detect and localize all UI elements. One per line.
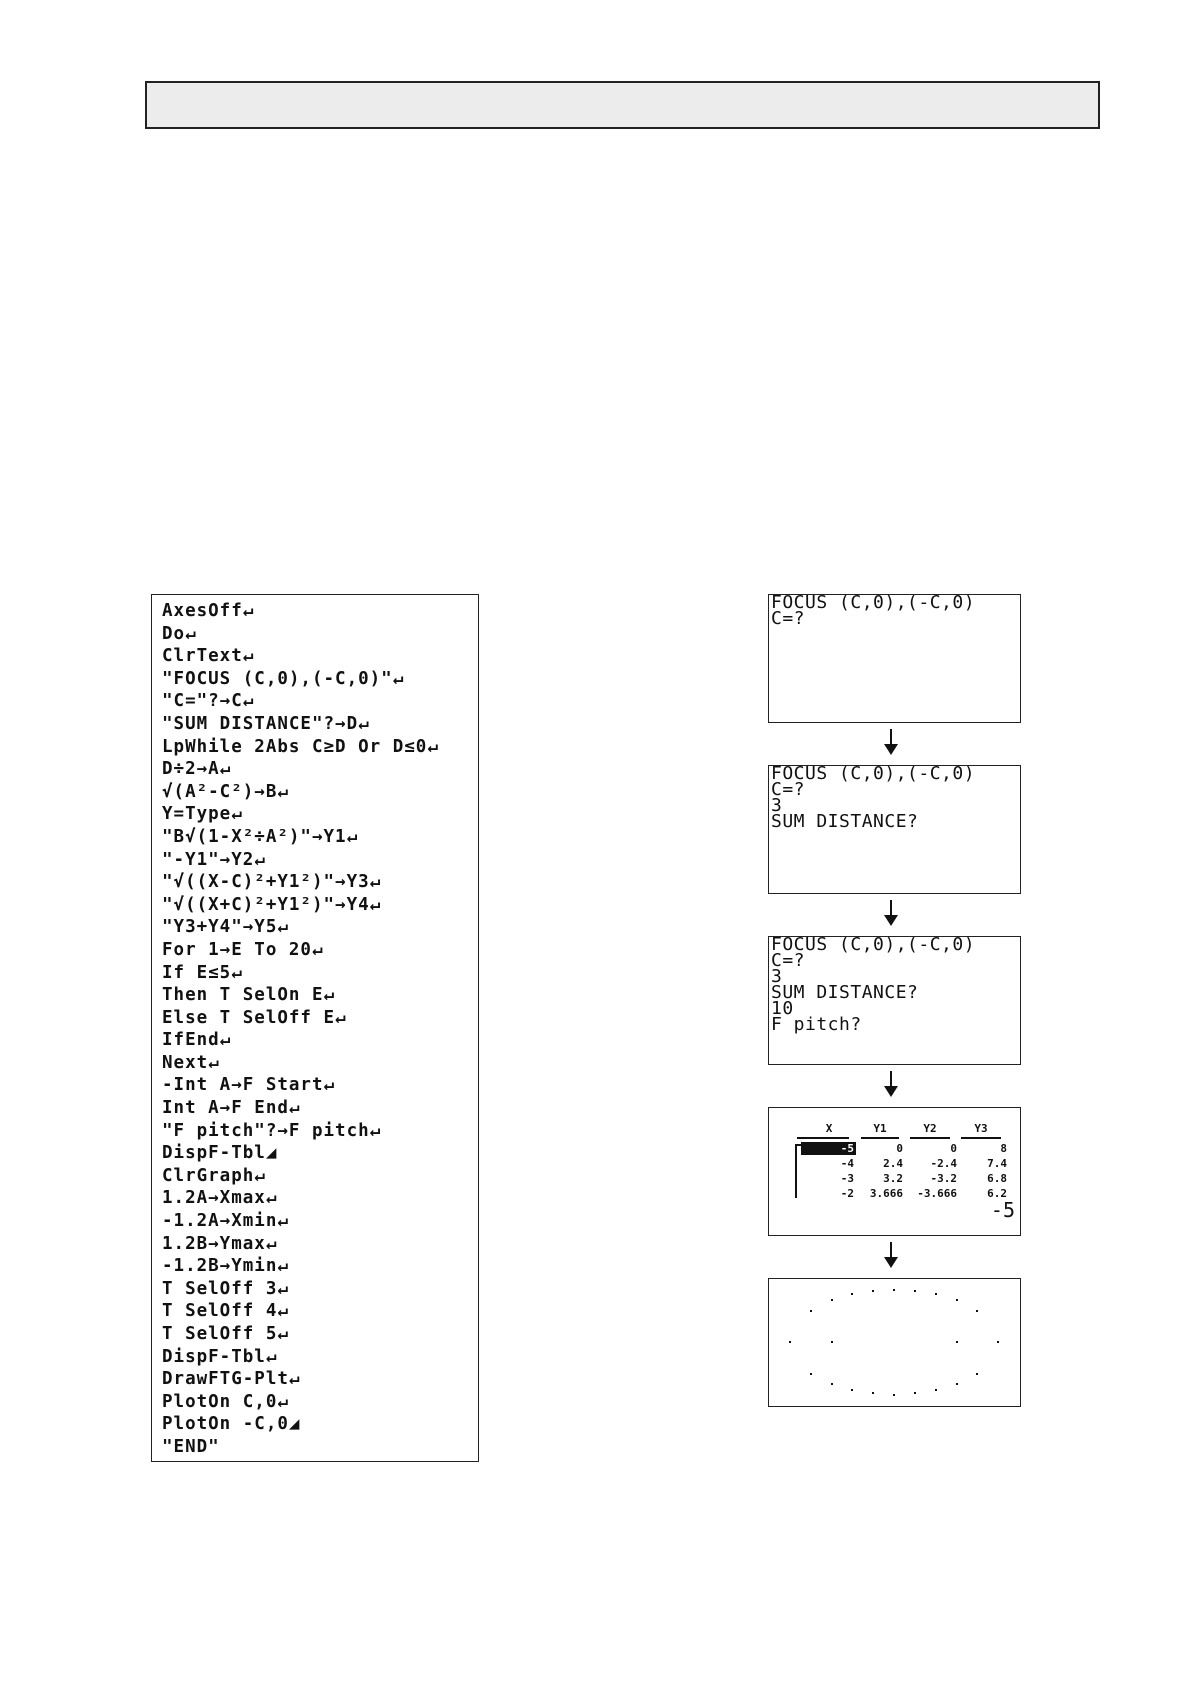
table-cell: 3.666 <box>869 1187 903 1200</box>
program-line: Y=Type↵ <box>162 804 243 825</box>
program-line: IfEnd↵ <box>162 1030 232 1051</box>
program-line: -1.2A→Xmin↵ <box>162 1211 289 1232</box>
table-cell: 0 <box>950 1142 957 1155</box>
screen-2-text <box>771 766 975 830</box>
program-line: "B√(1-X²÷A²)"→Y1↵ <box>162 826 359 847</box>
program-listing <box>151 594 479 1462</box>
program-line: Do↵ <box>162 623 197 644</box>
screen-3-text <box>771 937 975 1033</box>
program-line: D÷2→A↵ <box>162 759 232 780</box>
program-line: "-Y1"→Y2↵ <box>162 849 266 870</box>
table-header: Y3 <box>974 1122 988 1135</box>
program-line: LpWhile 2Abs C≥D Or D≤0↵ <box>162 736 439 757</box>
plot-point <box>893 1394 895 1396</box>
program-line: ClrText↵ <box>162 646 255 667</box>
table-header-underline <box>961 1137 1001 1139</box>
plot-point <box>851 1293 853 1295</box>
plot-point <box>914 1290 916 1292</box>
program-line: T SelOff 3↵ <box>162 1278 289 1299</box>
table-cell: -5 <box>840 1142 854 1155</box>
plot-point <box>872 1392 874 1394</box>
plot-point <box>893 1289 895 1291</box>
screen-line: FOCUS (C,0),(-C,0) <box>771 765 976 784</box>
table-header: X <box>825 1122 833 1135</box>
screen-line: FOCUS (C,0),(-C,0) <box>771 594 976 613</box>
program-line: PlotOn C,0↵ <box>162 1391 289 1412</box>
down-arrow-icon <box>880 727 902 757</box>
table-header-underline <box>861 1137 899 1139</box>
plot-point <box>997 1341 999 1343</box>
calculator-screen-1 <box>768 594 1021 723</box>
table-cell: -3.2 <box>930 1172 957 1185</box>
plot-point <box>956 1299 958 1301</box>
plot-point <box>935 1389 937 1391</box>
program-line: "END" <box>162 1436 220 1457</box>
plot-point <box>831 1299 833 1301</box>
table-cell: 6.8 <box>987 1172 1007 1185</box>
plot-point <box>851 1389 853 1391</box>
program-line: √(A²-C²)→B↵ <box>162 781 289 802</box>
program-line: "√((X+C)²+Y1²)"→Y4↵ <box>162 894 382 915</box>
focus-point <box>831 1341 833 1343</box>
table-cell: 3.2 <box>883 1172 903 1185</box>
screen-line: C=? <box>771 608 806 629</box>
program-line: T SelOff 5↵ <box>162 1324 289 1344</box>
table-header-underline <box>910 1137 950 1139</box>
calculator-screen-2 <box>768 765 1021 894</box>
program-line: DispF-Tbl◢ <box>162 1143 278 1164</box>
program-line: Next↵ <box>162 1052 220 1073</box>
screen-line: C=? <box>771 950 806 971</box>
table-cell: 2.4 <box>883 1157 903 1170</box>
plot-point <box>935 1293 937 1295</box>
screen-line: C=? <box>771 779 806 800</box>
screen-1-text <box>771 595 975 627</box>
program-line: For 1→E To 20↵ <box>162 939 324 960</box>
table-header-underline <box>797 1137 849 1139</box>
table-cell: -3.666 <box>917 1187 957 1200</box>
screen-line: 3 <box>771 966 783 987</box>
down-arrow-icon <box>880 1240 902 1270</box>
calculator-screen-table <box>768 1107 1021 1236</box>
plot-point <box>976 1373 978 1375</box>
calculator-screen-3 <box>768 936 1021 1065</box>
program-line: DispF-Tbl↵ <box>162 1346 278 1367</box>
down-arrow-icon <box>880 1069 902 1099</box>
program-line: 1.2A→Xmax↵ <box>162 1188 278 1209</box>
screen-line: SUM DISTANCE? <box>771 982 919 1003</box>
program-line: "FOCUS (C,0),(-C,0)"↵ <box>162 668 405 689</box>
program-line: "C="?→C↵ <box>162 691 255 712</box>
table-cell: -3 <box>840 1172 854 1185</box>
table-header: Y1 <box>873 1122 887 1135</box>
function-table <box>769 1108 1019 1234</box>
program-line: ClrGraph↵ <box>162 1165 266 1186</box>
plot-point <box>831 1383 833 1385</box>
plot-point <box>914 1392 916 1394</box>
ellipse-plot <box>769 1279 1019 1405</box>
table-cell: -2.4 <box>930 1157 957 1170</box>
current-value: -5 <box>990 1198 1015 1222</box>
program-line: T SelOff 4↵ <box>162 1301 289 1322</box>
down-arrow-icon <box>880 898 902 928</box>
table-cell: -4 <box>840 1157 854 1170</box>
table-cell: 0 <box>896 1142 903 1155</box>
plot-point <box>872 1290 874 1292</box>
plot-point <box>810 1310 812 1312</box>
table-header: Y2 <box>923 1122 937 1135</box>
program-line: -1.2B→Ymin↵ <box>162 1256 289 1277</box>
program-line: "Y3+Y4"→Y5↵ <box>162 917 289 938</box>
program-line: If E≤5↵ <box>162 962 243 983</box>
screen-line: F pitch? <box>771 1014 862 1035</box>
program-line: DrawFTG-Plt↵ <box>162 1369 301 1390</box>
program-line: Else T SelOff E↵ <box>162 1007 347 1028</box>
screen-line: 10 <box>771 998 794 1019</box>
screen-line: SUM DISTANCE? <box>771 811 919 832</box>
program-line: "√((X-C)²+Y1²)"→Y3↵ <box>162 872 382 893</box>
program-line: "F pitch"?→F pitch↵ <box>162 1120 382 1141</box>
program-line: AxesOff↵ <box>162 601 255 621</box>
plot-point <box>976 1310 978 1312</box>
table-cell: 8 <box>1000 1142 1007 1155</box>
plot-point <box>956 1383 958 1385</box>
program-lines <box>162 600 439 1459</box>
header-bar <box>145 81 1100 129</box>
program-line: -Int A→F Start↵ <box>162 1075 336 1096</box>
program-line: Then T SelOn E↵ <box>162 985 336 1006</box>
screen-line: FOCUS (C,0),(-C,0) <box>771 936 976 955</box>
screen-line: 3 <box>771 795 783 816</box>
program-line: Int A→F End↵ <box>162 1098 301 1119</box>
calculator-screen-graph <box>768 1278 1021 1407</box>
focus-point <box>956 1341 958 1343</box>
program-line: 1.2B→Ymax↵ <box>162 1233 278 1254</box>
table-cell: -2 <box>840 1187 854 1200</box>
program-line: PlotOn -C,0◢ <box>162 1414 301 1435</box>
plot-point <box>810 1373 812 1375</box>
plot-point <box>789 1341 791 1343</box>
program-line: "SUM DISTANCE"?→D↵ <box>162 713 370 734</box>
table-cell: 7.4 <box>987 1157 1007 1170</box>
table-cell: 6.2 <box>987 1187 1007 1200</box>
